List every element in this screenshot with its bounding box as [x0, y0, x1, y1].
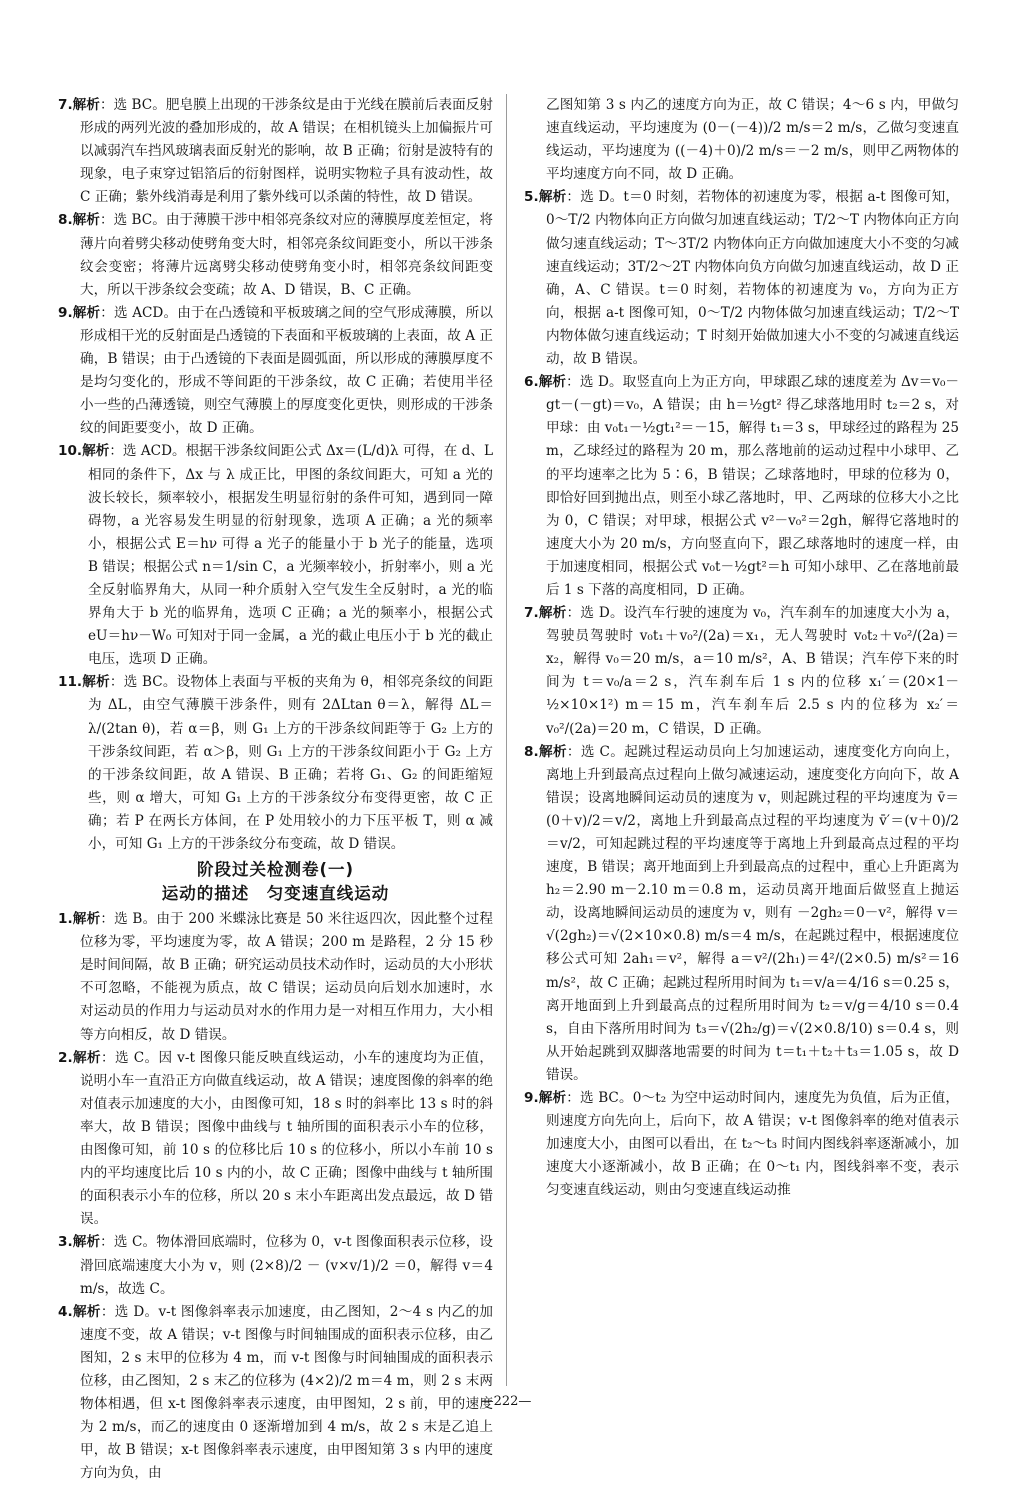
answer-item — [58, 302, 493, 441]
answer-text: ：选 C。物体滑回底端时，位移为 0，v-t 图像面积表示位移，设滑回底端速度大小为 v，则 (2×8)/2 － (v×v/1)/2 ＝0，解得 v＝4 m/s，故选 C。 — [80, 1234, 494, 1297]
answer-item — [524, 1087, 959, 1202]
section-title: 阶段过关检测卷(一) — [196, 860, 355, 880]
column-divider — [506, 94, 507, 1386]
answer-tag: 解析 — [538, 1090, 567, 1107]
answer-text: ：选 ACD。根据干涉条纹间距公式 Δx＝(L/d)λ 可得，在 d、L 相同的条件下，Δx 与 λ 成正比，甲图的条纹间距大，可知 a 光的波长较长，频率较小，根据发生明显衍射的条件可知，遇到同一障碍物，a 光容易发生明显的衍射现象，选项 A 正确；a 光的频率小，根据公式 E＝hν 可得 a 光子的能量小于 b 光子的能量，选项 B 错误；根据公式 n＝1/sin C，a 光频率较小，折射率小，则 a 光全反射临界角大，从同一种介质射入空气发生全反射时，a 光的临界角大于 b 光的临界角，选项 C 正确；a 光的频率小，根据公式 eU＝hν－W₀ 可知对于同一金属，a 光的截止电压小于 b 光的截止电压，选项 D 正确。 — [88, 443, 493, 668]
answer-text: ：选 D。v-t 图像斜率表示加速度，由乙图知，2～4 s 内乙的加速度不变，故 A 错误；v-t 图像与时间轴围成的面积表示位移，由乙图知，2 s 末甲的位移为 4 m，而 v-t 图像与时间轴围成的面积表示位移，由乙图知，2 s 末乙的位移为 (4×2)/2 m＝4 m，则 2 s 末两物体相遇，但 x-t 图像斜率表示速度，由甲图知，2 s 前，甲的速度为 2 m/s，而乙的速度由 0 逐渐增加到 4 m/s，故 2 s 末是乙追上甲，故 B 错误；x-t 图像斜率表示速度，由甲图知第 3 s 内甲的速度方向为负，由 — [80, 1303, 493, 1482]
answer-text: ：选 D。取竖直向上为正方向，甲球跟乙球的速度差为 Δv＝v₀－gt－(－gt)＝v₀，A 错误；由 h＝½gt² 得乙球落地用时 t₂＝2 s，对甲球：由 v₀t₁－½gt₁²＝－15，解得 t₁＝3 s，甲球经过的路程为 25 m，乙球经过的路程为 20 m，那么落地前的运动过程中小球甲、乙的平均速率之比为 5∶6，B 错误；乙球落地时，甲球的位移为 0，即恰好回到抛出点，则至小球乙落地时，甲、乙两球的位移大小之比为 0，C 错误；对甲球，根据公式 v²－v₀²＝2gh，解得它落地时的速度大小为 20 m/s，方向竖直向下，跟乙球落地时的速度一样，由于加速度相同，根据公式 v₀t－½gt²＝h 可知小球甲、乙在落地前最后 1 s 下落的高度相同，D 正确。 — [546, 374, 959, 598]
answer-number: 9. — [524, 1090, 539, 1107]
answer-text: ：选 C。起跳过程运动员向上匀加速运动，速度变化方向向上，离地上升到最高点过程向上做匀减速运动，速度变化方向向下，故 A 错误；设离地瞬间运动员的速度为 v，则起跳过程的平均速度为 v̄＝(0＋v)/2＝v/2，离地上升到最高点过程的平均速度为 v̄′＝(v＋0)/2＝v/2，可知起跳过程的平均速度等于离地上升到最高点过程的平均速度，B 错误；离开地面到上升到最高点的过程中，重心上升距离为 h₂＝2.90 m－2.10 m＝0.8 m，运动员离开地面后做竖直上抛运动，设离地瞬间运动员的速度为 v，则有 －2gh₂＝0－v²，解得 v＝√(2gh₂)＝√(2×10×0.8) m/s＝4 m/s，在起跳过程中，根据速度位移公式可知 2ah₁＝v²，解得 a＝v²/(2h₁)＝4²/(2×0.5) m/s²＝16 m/s²，故 C 正确；起跳过程所用时间为 t₁＝v/a＝4/16 s＝0.25 s，离开地面到上升到最高点的过程所用时间为 t₂＝v/g＝4/10 s＝0.4 s，自由下落所用时间为 t₃＝√(2h₂/g)＝√(2×0.8/10) s＝0.4 s，则从开始起跳到双脚落地需要的时间为 t＝t₁＋t₂＋t₃＝1.05 s，故 D 错误。 — [546, 743, 959, 1083]
left-column — [58, 94, 493, 1485]
answer-number: 9. — [58, 304, 73, 321]
answer-text: ：选 BC。0～t₂ 为空中运动时间内，速度先为负值，后为正值，则速度方向先向上，后向下，故 A 错误；v-t 图像斜率的绝对值表示加速度大小，由图可以看出，在 t₂～t₃ 时间内图线斜率逐渐减小，加速度大小逐渐减小，故 B 正确；在 0～t₁ 内，图线斜率不变，表示匀变速直线运动，则由匀变速直线运动推 — [546, 1090, 959, 1199]
answer-number: 7. — [58, 97, 73, 113]
right-column — [524, 94, 959, 1203]
answer-tag: 解析 — [538, 743, 567, 760]
answer-text: ：选 BC。设物体上表面与平板的夹角为 θ，相邻亮条纹的间距为 ΔL，由空气薄膜干涉条件，则有 2ΔLtan θ＝λ，解得 ΔL＝λ/(2tan θ)，若 α＝β，则 G₁ 上方的干涉条纹间距等于 G₂ 上方的干涉条纹间距，若 α＞β，则 G₁ 上方的干涉条纹间距小于 G₂ 上方的干涉条纹间距，故 A 错误、B 正确；若将 G₁、G₂ 的间距缩短些，则 α 增大，可知 G₁ 上方的干涉条纹分布变得更密，故 C 正确；若 P 在两长方体间，在 P 处用较小的力下压平板 T，则 α 减小，可知 G₁ 上方的干涉条纹分布变疏，故 D 错误。 — [88, 674, 494, 852]
answer-tag: 解析 — [82, 674, 110, 691]
answer-number: 8. — [524, 743, 539, 760]
answer-number: 1. — [58, 911, 73, 928]
answer-list-left — [58, 94, 493, 856]
answer-tag: 解析 — [538, 189, 567, 206]
answer-tag: 解析 — [82, 443, 110, 460]
answer-tag: 解析 — [72, 1303, 101, 1320]
answer-number: 3. — [58, 1234, 73, 1251]
answer-number: 8. — [58, 212, 73, 229]
continued-text: 乙图知第 3 s 内乙的速度方向为正，故 C 错误；4～6 s 内，甲做匀速直线运动，平均速度为 (0－(－4))/2 m/s＝2 m/s，乙做匀变速直线运动，平均速度为 ((－4)＋0)/2 m/s＝－2 m/s，则甲乙两物体的平均速度方向不同，故 D 正确。 — [546, 97, 959, 183]
answer-text: ：选 ACD。由于在凸透镜和平板玻璃之间的空气形成薄膜，所以形成相干光的反射面是凸透镜的下表面和平板玻璃的上表面，故 A 正确，B 错误；由于凸透镜的下表面是圆弧面，所以形成的薄膜厚度不是均匀变化的，形成不等间距的干涉条纹，故 C 正确；若使用半径小一些的凸薄透镜，则空气薄膜上的厚度变化更快，则形成的干涉条纹的间距要变小，故 D 正确。 — [80, 304, 494, 437]
answer-item — [524, 602, 959, 741]
answer-item — [58, 209, 493, 301]
section-subtitle: 运动的描述 匀变速直线运动 — [161, 884, 390, 904]
answer-number: 5. — [524, 189, 539, 206]
answer-tag: 解析 — [72, 1049, 101, 1066]
answer-tag: 解析 — [72, 212, 100, 229]
answer-number: 10. — [58, 443, 83, 460]
answer-text: ：选 BC。肥皂膜上出现的干涉条纹是由于光线在膜前后表面反射形成的两列光波的叠加形成的，故 A 错误；在相机镜头上加偏振片可以减弱汽车挡风玻璃表面反射光的影响，故 B 正确；衍射是波特有的现象，电子束穿过铝箔后的衍射图样，说明实物粒子具有波动性，故 C 正确；紫外线消毒是利用了紫外线可以杀菌的特性，故 D 错误。 — [80, 97, 494, 206]
answer-text: ：选 D。设汽车行驶的速度为 v₀，汽车刹车的加速度大小为 a，驾驶员驾驶时 v₀t₁＋v₀²/(2a)＝x₁，无人驾驶时 v₀t₂＋v₀²/(2a)＝x₂，解得 v₀＝20 m/s，a＝10 m/s²，A、B 错误；汽车停下来的时间为 t＝v₀/a＝2 s，汽车刹车后 1 s 内的位移 x₁′＝(20×1－½×10×1²) m＝15 m，汽车刹车后 2.5 s 内的位移为 x₂′＝v₀²/(2a)＝20 m，C 错误，D 正确。 — [546, 605, 959, 737]
answer-item — [58, 440, 493, 671]
answer-number: 4. — [58, 1303, 73, 1320]
page-number: —222— — [480, 1394, 532, 1409]
answer-number: 6. — [524, 374, 539, 391]
answer-tag: 解析 — [72, 911, 101, 928]
answer-item — [58, 1047, 493, 1232]
answer-item — [58, 908, 493, 1047]
answer-item — [524, 741, 959, 1087]
answer-item — [524, 371, 959, 602]
answer-item — [524, 186, 959, 371]
answer-item — [58, 1301, 493, 1485]
answer-text: ：选 B。由于 200 米蝶泳比赛是 50 米往返四次，因此整个过程位移为零，平均速度为零，故 A 错误；200 m 是路程，2 分 15 秒是时间间隔，故 B 正确；研究运动员技术动作时，运动员的大小形状不可忽略，不能视为质点，故 C 错误；运动员向后划水加速时，水对运动员的作用力与运动员对水的作用力是一对相互作用力，大小相等方向相反，故 D 错误。 — [80, 911, 494, 1043]
answer-item — [58, 1231, 493, 1300]
answer-tag: 解析 — [72, 97, 100, 113]
answer-number: 2. — [58, 1049, 73, 1066]
answer-number: 7. — [524, 605, 539, 622]
answer-text: ：选 D。t＝0 时刻，若物体的初速度为零，根据 a-t 图像可知，0～T/2 内物体向正方向做匀加速直线运动；T/2～T 内物体向正方向做匀速直线运动；T～3T/2 内物体向正方向做加速度大小不变的匀减速直线运动；3T/2～2T 内物体向负方向做匀加速直线运动，故 D 正确，A、C 错误。t＝0 时刻，若物体的初速度为 v₀，方向为正方向，根据 a-t 图像可知，0～T/2 内物体做匀加速直线运动；T/2～T 内物体做匀速直线运动；T 时刻开始做加速大小不变的匀减速直线运动，故 B 错误。 — [546, 189, 959, 368]
answer-tag: 解析 — [538, 374, 567, 391]
answer-item — [58, 671, 493, 856]
answer-number: 11. — [58, 674, 83, 691]
answer-tag: 解析 — [72, 304, 101, 321]
answer-tag: 解析 — [72, 1234, 101, 1251]
answer-text: ：选 C。因 v-t 图像只能反映直线运动，小车的速度均为正值，说明小车一直沿正方向做直线运动，故 A 错误；速度图像的斜率的绝对值表示加速度的大小，由图像可知，18 s 时的斜率比 13 s 时的斜率大，故 B 错误；图像中曲线与 t 轴所围的面积表示小车的位移，由图像可知，前 10 s 的位移比后 10 s 的位移小，所以小车前 10 s 内的平均速度比后 10 s 内的小，故 C 正确；图像中曲线与 t 轴所围的面积表示小车的位移，所以 20 s 末小车距离出发点最远，故 D 错误。 — [80, 1049, 493, 1228]
answer-text: ：选 BC。由于薄膜干涉中相邻亮条纹对应的薄膜厚度差恒定，将薄片向着劈尖移动使劈角变大时，相邻亮条纹间距变小，所以干涉条纹会变密；将薄片远离劈尖移动使劈角变小时，相邻亮条纹间距变大，所以干涉条纹会变疏；故 A、D 错误，B、C 正确。 — [80, 212, 494, 298]
answer-tag: 解析 — [538, 605, 567, 622]
answer-item — [58, 94, 493, 209]
